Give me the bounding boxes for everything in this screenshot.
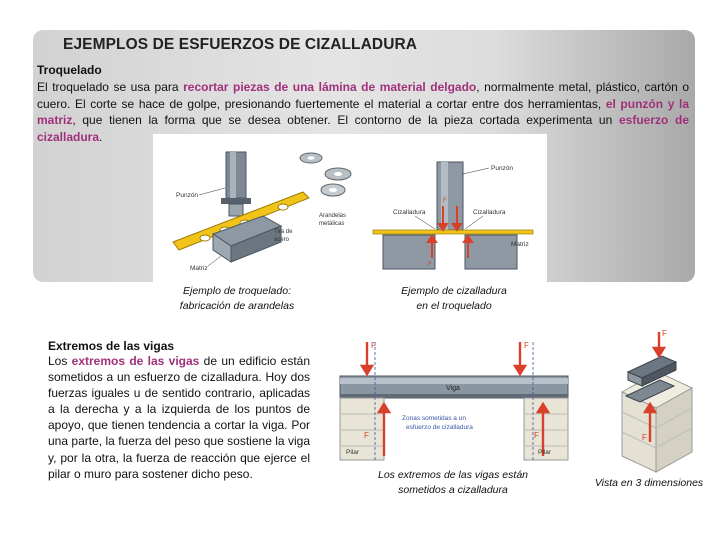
vigas-paragraph: Los extremos de las vigas de un edificio están sometidos a un esfuerzo de cizalladura. Hoy dos fuerzas iguales u de sentido contrario, aplicadas a la derecha y a la izquierda de los puntos de apoyo, que tienen tendencia a cortar la viga. Por una parte, la fuerza del peso que sostiene la viga y, por la otra, la fuerza de reacción que ejerce el pilar o muro para sostener dicho peso. <box>48 354 310 481</box>
cizalladura-diagram <box>363 134 547 282</box>
vista-3d-diagram <box>616 322 698 474</box>
caption-cizalladura: Ejemplo de cizalladura en el troquelado <box>401 285 507 312</box>
caption-troquelado: Ejemplo de troquelado: fabricación de arandelas <box>179 285 295 312</box>
caption-vigas: Los extremos de las vigas están sometidos a cizalladura <box>378 469 528 496</box>
label-cizalladura-right: Cizalladura <box>473 209 506 216</box>
highlight-punzon-matriz: el punzón y la matriz <box>37 96 689 128</box>
label-punzon: Punzón <box>176 192 199 199</box>
label-zona-2: esfuerzo de cizalladura <box>406 424 473 431</box>
caption-3d: Vista en 3 dimensiones <box>594 477 704 489</box>
label-matriz-2: Matriz <box>511 241 529 248</box>
label-pilar-left: Pilar <box>346 449 360 456</box>
highlight-esfuerzo: esfuerzo de cizalladura <box>37 113 690 144</box>
force-label-1: F <box>443 198 447 204</box>
troquelado-paragraph: El troquelado se usa para recortar piezas de una lámina de material delgado, normalmente metal, plástico, cartón o cuero. El corte se hace de golpe, presionando fuertemente el material a cortar entre dos herramientas, el punzón y la matriz, que tienen la forma que se desea obtener. El contorno de la pieza cortada experimenta un esfuerzo de cizalladura. <box>37 80 690 144</box>
force-label-2: F <box>428 262 432 268</box>
3d-force-2: F <box>642 433 647 442</box>
label-arandelas: Arandelas <box>319 213 347 219</box>
label-tira: Tira de <box>274 229 293 235</box>
label-viga: Viga <box>446 385 460 392</box>
label-pilar-right: Pilar <box>538 449 552 456</box>
page-title: EJEMPLOS DE ESFUERZOS DE CIZALLADURA <box>63 36 418 53</box>
troquelado-illustration <box>153 134 363 282</box>
beam-force-3: F <box>364 431 369 440</box>
label-punzon-2: Punzón <box>491 165 514 172</box>
beam-force-2: F <box>524 341 529 350</box>
label-metalicas: metálicas <box>319 221 345 227</box>
beam-force-4: F <box>534 431 539 440</box>
vigas-heading: Extremos de las vigas <box>48 339 175 353</box>
label-acero: acero <box>274 237 290 243</box>
3d-force-1: F <box>662 329 667 338</box>
label-matriz: Matriz <box>190 265 208 272</box>
label-cizalladura-left: Cizalladura <box>393 209 426 216</box>
viga-diagram <box>334 328 576 468</box>
troquelado-heading: Troquelado <box>37 63 102 77</box>
label-zona-1: Zonas sometidas a un <box>402 415 466 422</box>
highlight-extremos: extremos de las vigas <box>71 354 200 368</box>
troquelado-figures <box>153 134 547 282</box>
highlight-recortar: recortar piezas de una lámina de material delgado <box>183 80 477 94</box>
beam-force-1: F <box>371 341 376 350</box>
